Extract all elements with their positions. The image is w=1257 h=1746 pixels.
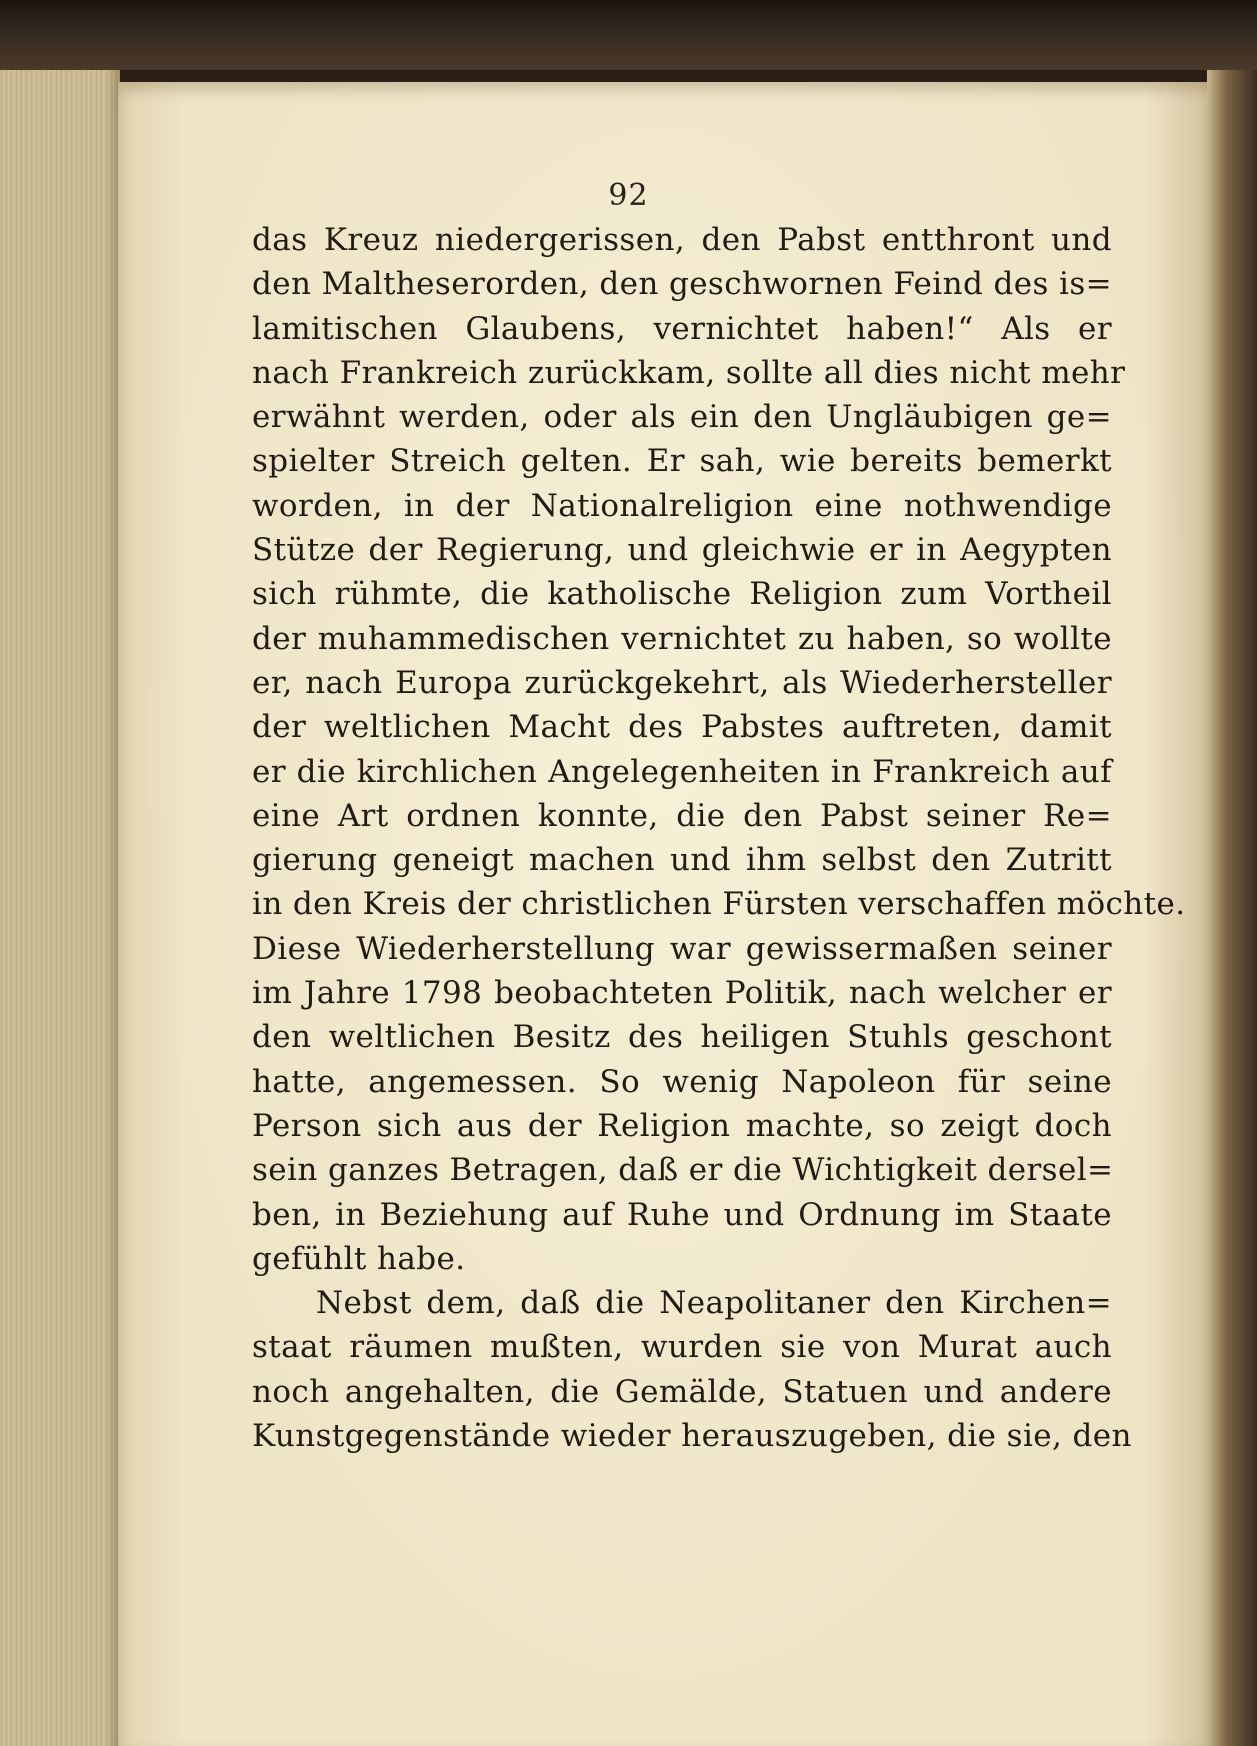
text-line: Person sich aus der Religion machte, so zeigt doch [252, 1107, 1112, 1144]
page-number: 92 [608, 178, 649, 213]
text-line: Stütze der Regierung, und gleichwie er in Aegypten [252, 532, 1112, 569]
text-line: spielter Streich gelten. Er sah, wie bereits bemerkt [252, 443, 1112, 480]
book-cover-top [0, 0, 1257, 70]
text-line: ben, in Beziehung auf Ruhe und Ordnung im Staate [252, 1196, 1112, 1233]
book-cover-right [1207, 70, 1257, 1746]
text-line: er, nach Europa zurückgekehrt, als Wiederhersteller [252, 664, 1112, 701]
text-line: den weltlichen Besitz des heiligen Stuhls geschont [252, 1019, 1112, 1056]
text-line: den Maltheserorden, den geschwornen Feind des is= [252, 266, 1113, 303]
text-line: der muhammedischen vernichtet zu haben, so wollte [252, 620, 1112, 657]
text-line: in den Kreis der christlichen Fürsten verschaffen möchte. [252, 886, 1186, 923]
text-line: der weltlichen Macht des Pabstes auftreten, damit [252, 709, 1112, 746]
text-line: er die kirchlichen Angelegenheiten in Frankreich auf [252, 753, 1112, 790]
text-line: im Jahre 1798 beobachteten Politik, nach welcher er [252, 975, 1112, 1012]
body-text [252, 218, 1186, 1458]
text-line: nach Frankreich zurückkam, sollte all dies nicht mehr [252, 354, 1126, 391]
text-line: erwähnt werden, oder als ein den Ungläubigen ge= [252, 399, 1112, 436]
text-line: Diese Wiederherstellung war gewissermaßen seiner [252, 930, 1112, 967]
text-line: hatte, angemessen. So wenig Napoleon für seine [252, 1063, 1112, 1100]
text-line: eine Art ordnen konnte, die den Pabst seiner Re= [252, 797, 1112, 834]
paragraph-end-line: gefühlt habe. [252, 1240, 466, 1277]
page-edges [0, 70, 120, 1746]
text-line: gierung geneigt machen und ihm selbst den Zutritt [252, 842, 1112, 879]
text-line: das Kreuz niedergerissen, den Pabst entthront und [252, 222, 1112, 258]
text-line: sein ganzes Betragen, daß er die Wichtigkeit dersel= [252, 1152, 1114, 1189]
text-line: worden, in der Nationalreligion eine nothwendige [252, 487, 1112, 524]
text-line: staat räumen mußten, wurden sie von Murat auch [252, 1329, 1112, 1366]
text-line: noch angehalten, die Gemälde, Statuen und andere [252, 1373, 1112, 1410]
paragraph-start-line: Nebst dem, daß die Neapolitaner den Kirchen= [316, 1285, 1112, 1322]
text-line: lamitischen Glaubens, vernichtet haben!“ Als er [252, 310, 1112, 347]
text-line: sich rühmte, die katholische Religion zum Vortheil [252, 576, 1112, 613]
text-line: Kunstgegenstände wieder herauszugeben, die sie, den [252, 1418, 1132, 1455]
